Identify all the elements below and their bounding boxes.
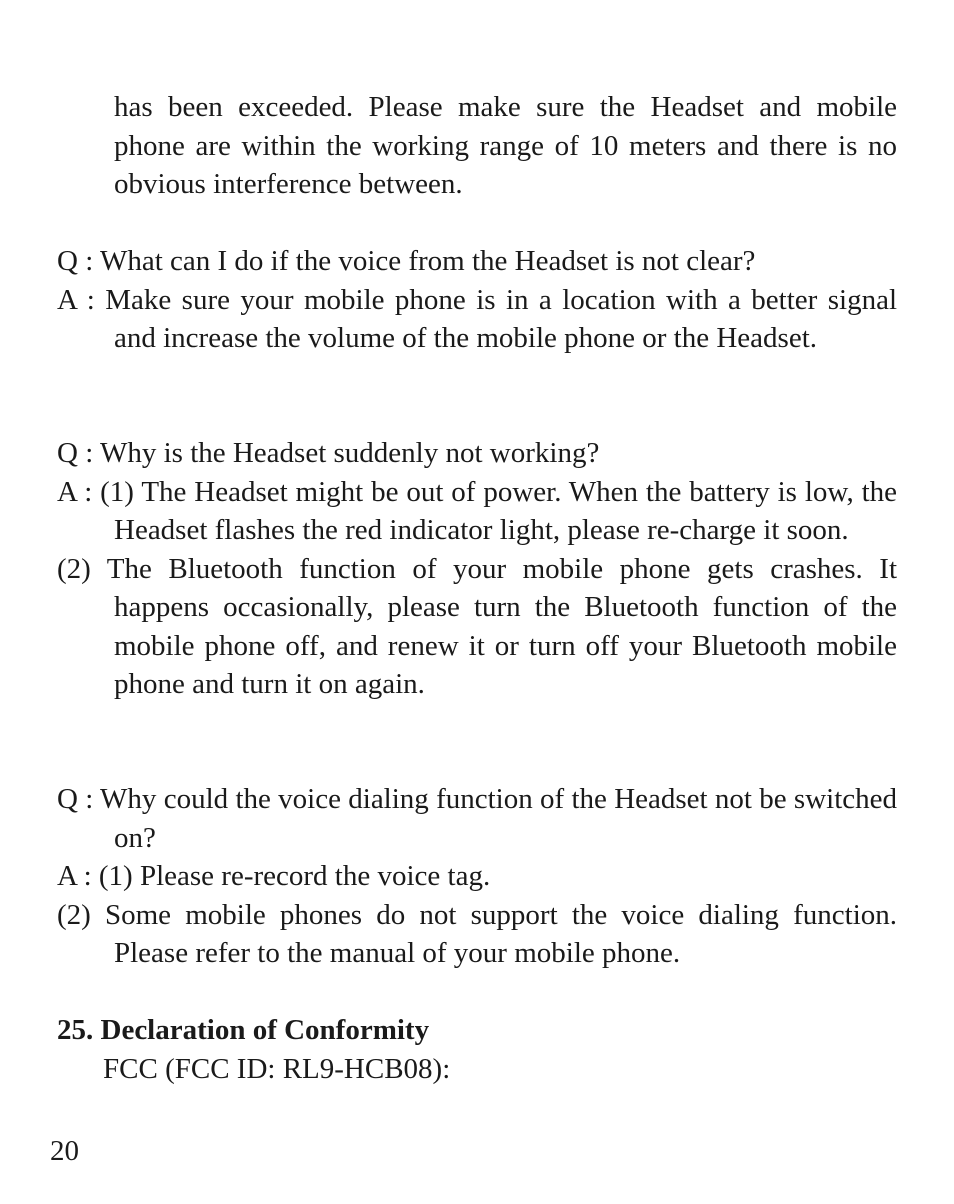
faq-answer: A : Make sure your mobile phone is in a location with a better signal and increase the volume of the mobile phone or the Headset.	[57, 283, 897, 354]
faq-question: Q : Why is the Headset suddenly not working?	[57, 437, 600, 469]
faq-voice-clarity	[57, 242, 897, 358]
faq-not-working	[57, 434, 897, 704]
section-heading: 25. Declaration of Conformity	[57, 1014, 430, 1046]
intro-block	[57, 88, 897, 204]
faq-question: Q : Why could the voice dialing function of the Headset not be switched on?	[57, 783, 897, 854]
faq-question: Q : What can I do if the voice from the Headset is not clear?	[57, 245, 756, 277]
fcc-id-line: FCC (FCC ID: RL9-HCB08):	[103, 1052, 451, 1085]
faq-answer-part-1: A : (1) Please re-record the voice tag.	[57, 860, 491, 892]
faq-voice-dialing	[57, 780, 897, 973]
faq-answer-part-2: (2) Some mobile phones do not support the voice dialing function. Please refer to the manual of your mobile phone.	[57, 898, 897, 969]
page-number: 20	[50, 1135, 79, 1167]
faq-answer-part-2: (2) The Bluetooth function of your mobile phone gets crashes. It happens occasionally, please turn the Bluetooth function of the mobile phone off, and renew it or turn off your Bluetooth mobile phone and turn it on again.	[57, 552, 897, 700]
faq-answer-part-1: A : (1) The Headset might be out of power. When the battery is low, the Headset flashes the red indicator light, please re-charge it soon.	[57, 475, 897, 546]
intro-paragraph: has been exceeded. Please make sure the Headset and mobile phone are within the working range of 10 meters and there is no obvious interference between.	[114, 91, 897, 200]
declaration-section	[57, 1011, 897, 1088]
